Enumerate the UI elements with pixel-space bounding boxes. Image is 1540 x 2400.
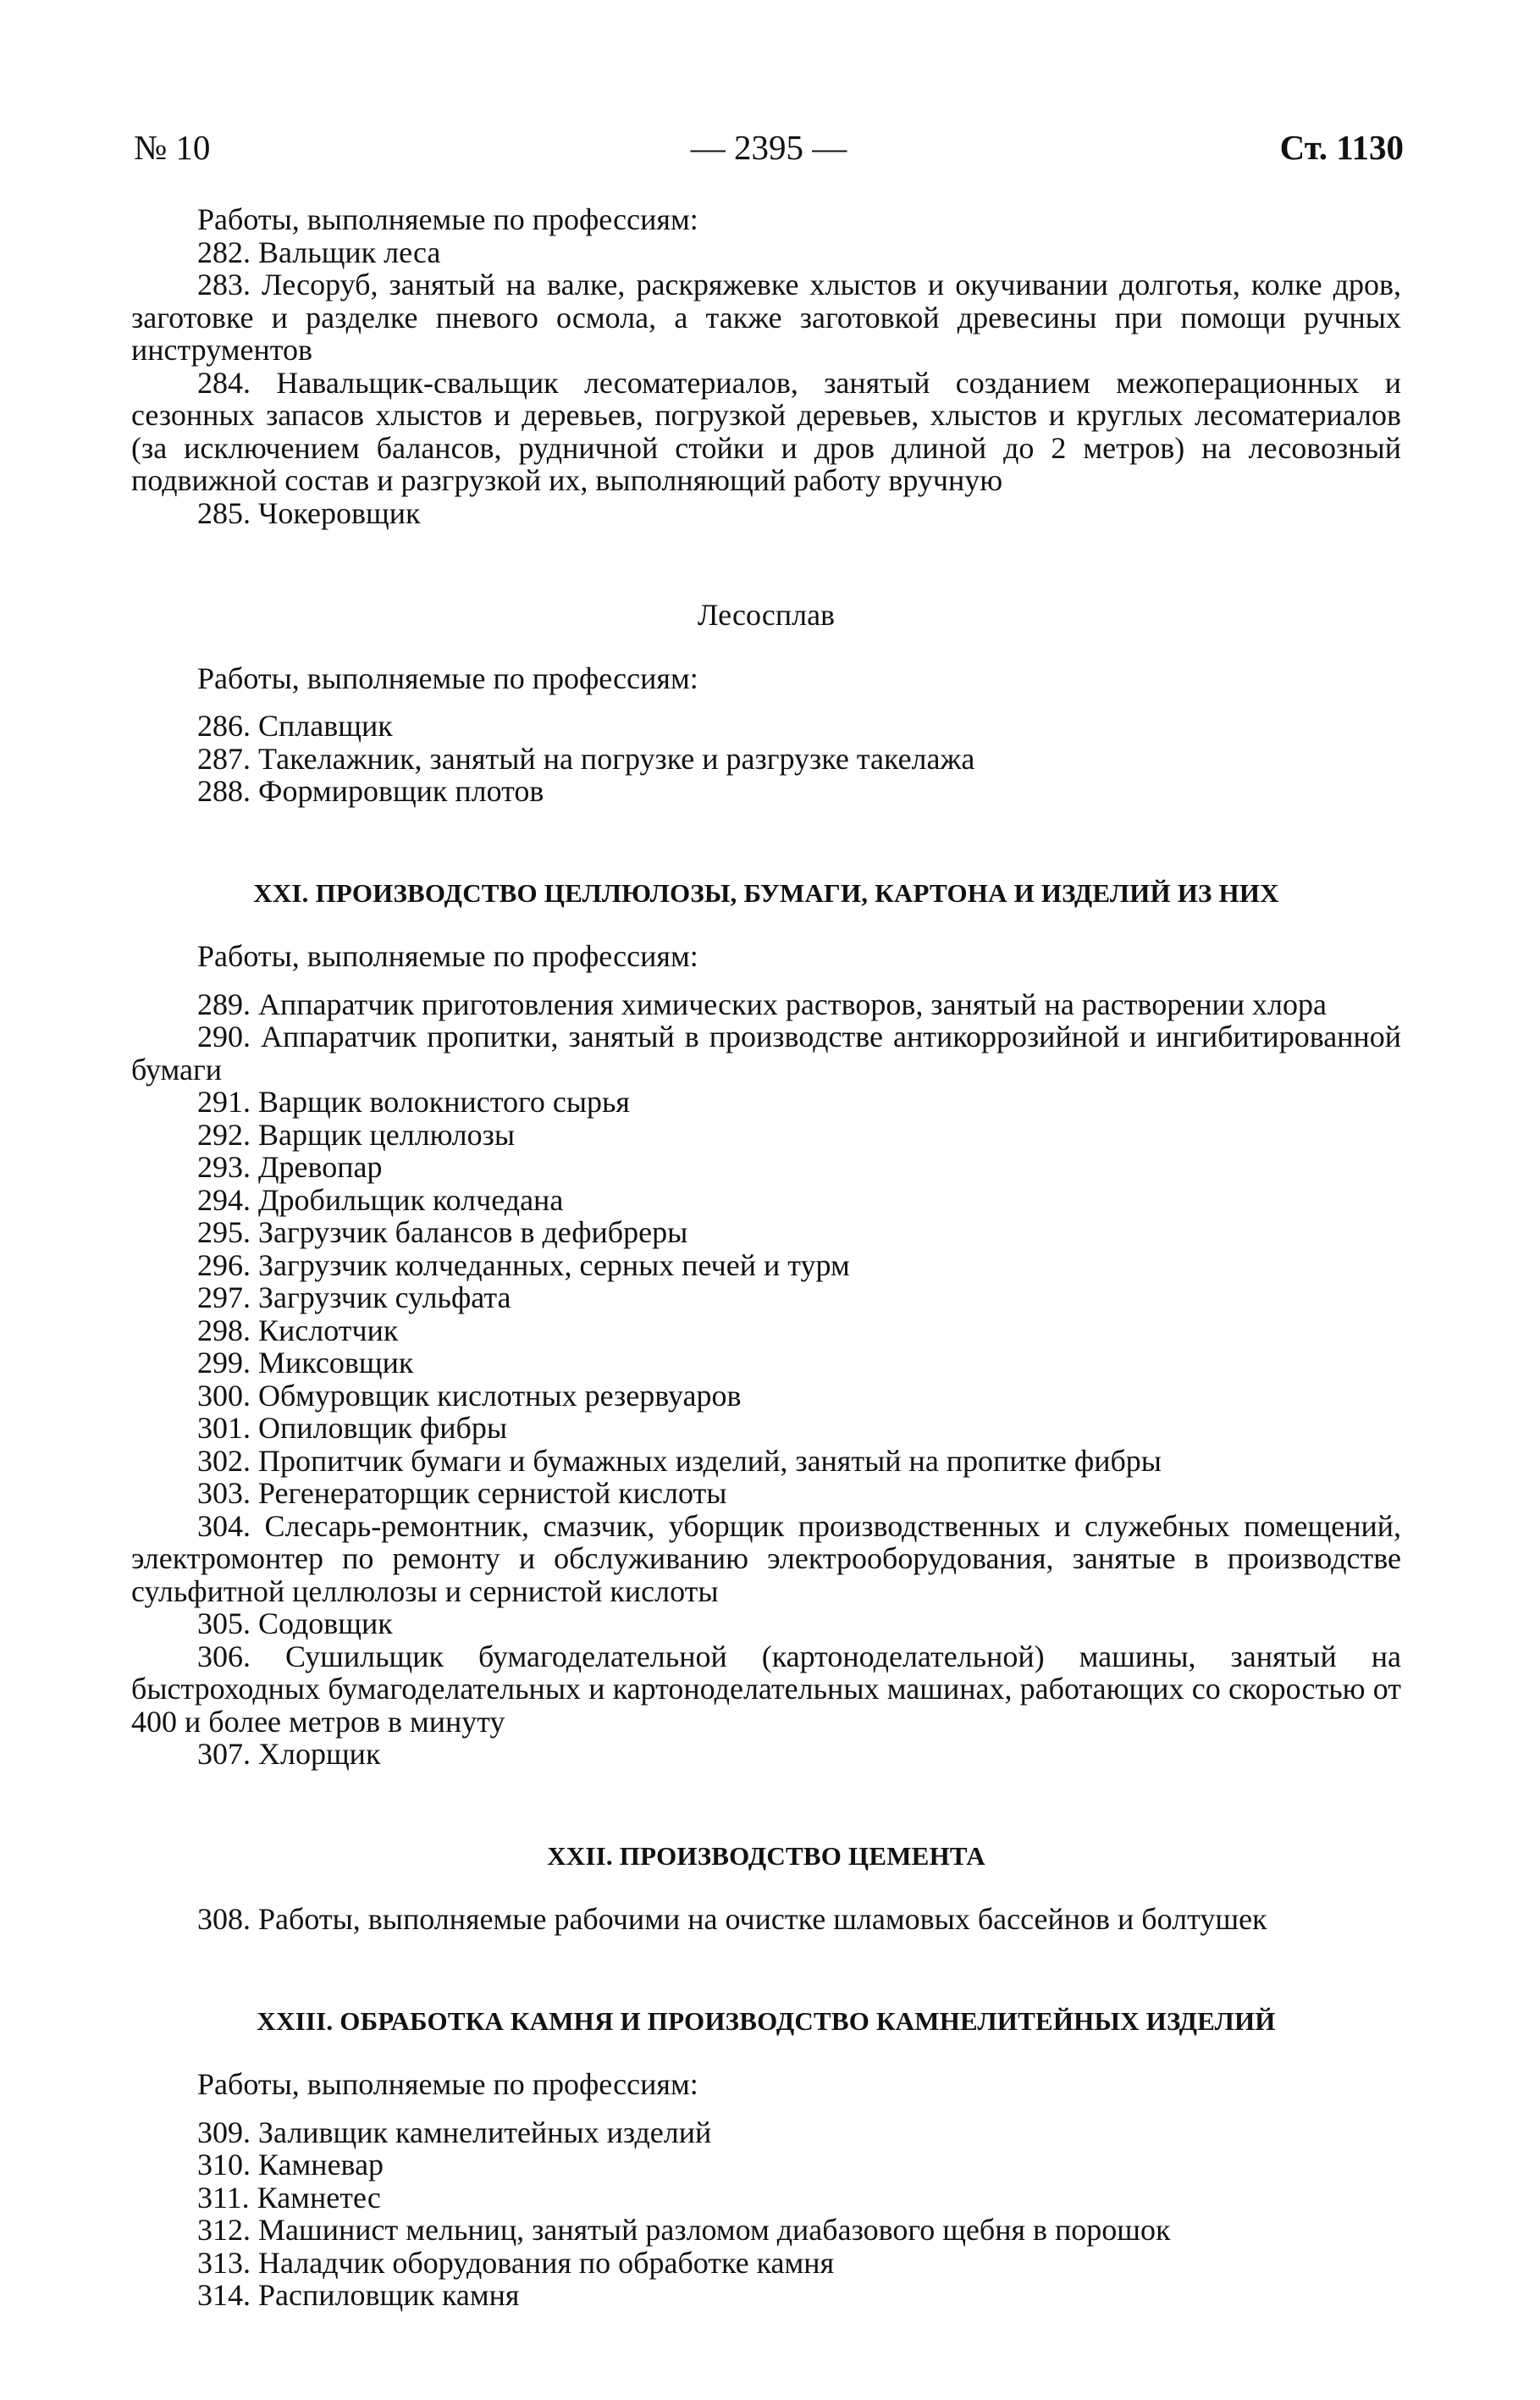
list-item: 301. Опиловщик фибры (197, 1411, 508, 1445)
list-item: 295. Загрузчик балансов в дефибреры (197, 1215, 688, 1249)
subsection-heading: Лесосплав (697, 598, 836, 632)
list-item: 303. Регенераторщик сернистой кислоты (197, 1476, 727, 1510)
list-item: 307. Хлорщик (197, 1737, 381, 1771)
article-number: Ст. 1130 (1279, 128, 1404, 167)
list-item: 310. Камневар (197, 2148, 384, 2182)
page-content (131, 203, 1401, 2312)
list-item: 284. Навальщик-свальщик лесоматериалов, занятый созданием межоперационных и сезонных запасов хлыстов и деревьев, погрузкой деревьев, хлыстов и круглых лесоматериалов (за исключением балансов, рудничной стойки и дров длиной до 2 метров) на лесовозный подвижной состав и разгрузкой их, выполняющий работу вручную (131, 365, 1401, 497)
list-item: 300. Обмуровщик кислотных резервуаров (197, 1378, 742, 1413)
list-item: 299. Миксовщик (197, 1346, 414, 1380)
list-item: 285. Чокеровщик (197, 495, 421, 530)
list-item: 311. Камнетес (197, 2180, 381, 2215)
intro-text: Работы, выполняемые по профессиям: (197, 202, 698, 236)
page-header (134, 127, 1404, 178)
section-title: XXIII. ОБРАБОТКА КАМНЯ И ПРОИЗВОДСТВО КАМНЕЛИТЕЙНЫХ ИЗДЕЛИЙ (257, 2005, 1276, 2036)
section-title: XXI. ПРОИЗВОДСТВО ЦЕЛЛЮЛОЗЫ, БУМАГИ, КАРТОНА И ИЗДЕЛИЙ ИЗ НИХ (253, 877, 1279, 908)
list-item: 309. Заливщик камнелитейных изделий (197, 2115, 712, 2149)
list-item: 297. Загрузчик сульфата (197, 1280, 511, 1314)
list-item: 298. Кислотчик (197, 1313, 399, 1347)
list-item: 314. Распиловщик камня (197, 2278, 520, 2312)
list-item: 294. Дробильщик колчедана (197, 1182, 564, 1217)
list-item: 296. Загрузчик колчеданных, серных печей и турм (197, 1247, 850, 1282)
list-item: 291. Варщик волокнистого сырья (197, 1085, 630, 1119)
list-item: 306. Сушильщик бумагоделательной (картоноделательной) машины, занятый на быстроходных бумагоделательных и картоноделательных машинах, работающих со скоростью от 400 и более метров в минуту (131, 1639, 1401, 1739)
list-item: 290. Аппаратчик пропитки, занятый в производстве антикоррозийной и ингибитированной бумаги (131, 1020, 1401, 1087)
issue-number: № 10 (134, 128, 211, 167)
page-number: — 2395 — (690, 128, 847, 167)
list-item: 293. Древопар (197, 1150, 383, 1184)
intro-text: Работы, выполняемые по профессиям: (197, 2067, 698, 2101)
section-title: XXII. ПРОИЗВОДСТВО ЦЕМЕНТА (547, 1840, 985, 1871)
list-item: 288. Формировщик плотов (197, 774, 544, 808)
list-item: 312. Машинист мельниц, занятый разломом диабазового щебня в порошок (197, 2213, 1171, 2247)
list-item: 308. Работы, выполняемые рабочими на очистке шламовых бассейнов и болтушек (197, 1902, 1267, 1936)
list-item: 287. Такелажник, занятый на погрузке и разгрузке такелажа (197, 741, 975, 776)
intro-text: Работы, выполняемые по профессиям: (197, 661, 698, 695)
list-item: 302. Пропитчик бумаги и бумажных изделий, занятый на пропитке фибры (197, 1443, 1162, 1478)
list-item: 282. Вальщик леса (197, 235, 441, 269)
list-item: 289. Аппаратчик приготовления химических растворов, занятый на растворении хлора (197, 987, 1327, 1021)
list-item: 286. Сплавщик (197, 709, 393, 743)
list-item: 283. Лесоруб, занятый на валке, раскряжевке хлыстов и окучивании долготья, колке дров, заготовке и разделке пневого осмола, а также заготовкой древесины при помощи ручных инструментов (131, 268, 1401, 367)
intro-text: Работы, выполняемые по профессиям: (197, 939, 698, 973)
list-item: 292. Варщик целлюлозы (197, 1117, 516, 1152)
list-item: 305. Содовщик (197, 1606, 393, 1640)
list-item: 304. Слесарь-ремонтник, смазчик, уборщик производственных и служебных помещений, электромонтер по ремонту и обслуживанию электрооборудования, занятые в производстве сульфитной целлюлозы и сернистой кислоты (131, 1508, 1401, 1608)
list-item: 313. Наладчик оборудования по обработке камня (197, 2245, 835, 2280)
